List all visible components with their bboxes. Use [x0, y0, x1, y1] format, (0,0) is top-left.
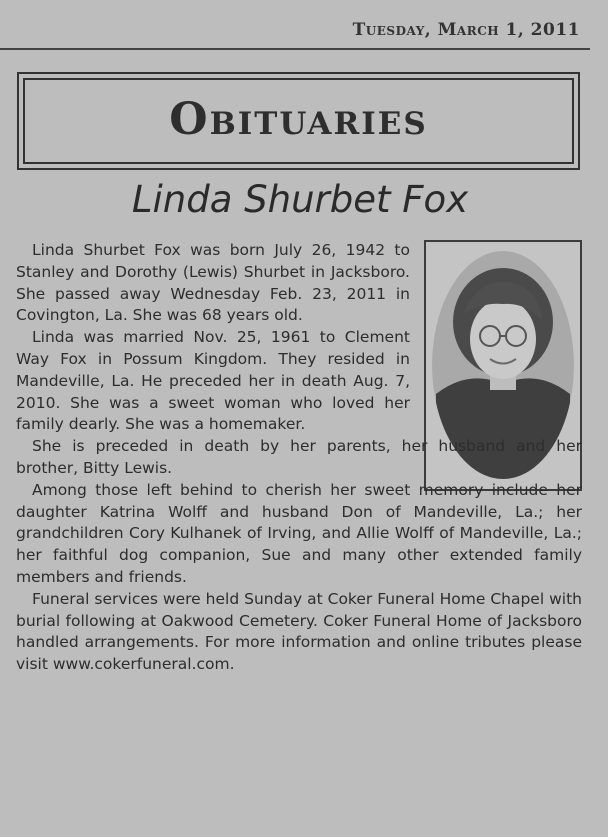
obituary-paragraph: Among those left behind to cherish her sweet memory include her daughter Katrina Wolff and husband Don of Mandeville, La.; her grandchildren Cory Kulhanek of Irving, and Allie Wolff of Mandeville, La.; her faithful dog companion, Sue and many other extended family members and friends. — [16, 480, 582, 586]
obituary-paragraph: She is preceded in death by her parents, her husband and her brother, Bitty Lewis. — [16, 437, 582, 477]
obituary-paragraph: Linda Shurbet Fox was born July 26, 1942 to Stanley and Dorothy (Lewis) Shurbet in Jacksboro. She passed away Wednesday Feb. 23, 2011 in Covington, La. She was 68 years old. — [16, 241, 410, 325]
section-header-box — [17, 72, 580, 170]
obituary-body — [16, 240, 582, 676]
section-header-inner-frame — [23, 78, 574, 164]
header-rule — [0, 48, 590, 50]
section-title: Obituaries — [169, 93, 428, 145]
obituary-paragraph: Funeral services were held Sunday at Coker Funeral Home Chapel with burial following at Oakwood Cemetery. Coker Funeral Home of Jacksboro handled arrangements. For more information and online tributes please visit www.cokerfuneral.com. — [16, 589, 582, 674]
issue-date: Tuesday, March 1, 2011 — [352, 20, 580, 40]
obituary-paragraph: Linda was married Nov. 25, 1961 to Clement Way Fox in Possum Kingdom. They resided in Mandeville, La. He preceded her in death Aug. 7, 2010. She was a sweet woman who loved her family dearly. She was a homemaker. — [16, 328, 410, 434]
obituary-name: Linda Shurbet Fox — [131, 178, 469, 221]
